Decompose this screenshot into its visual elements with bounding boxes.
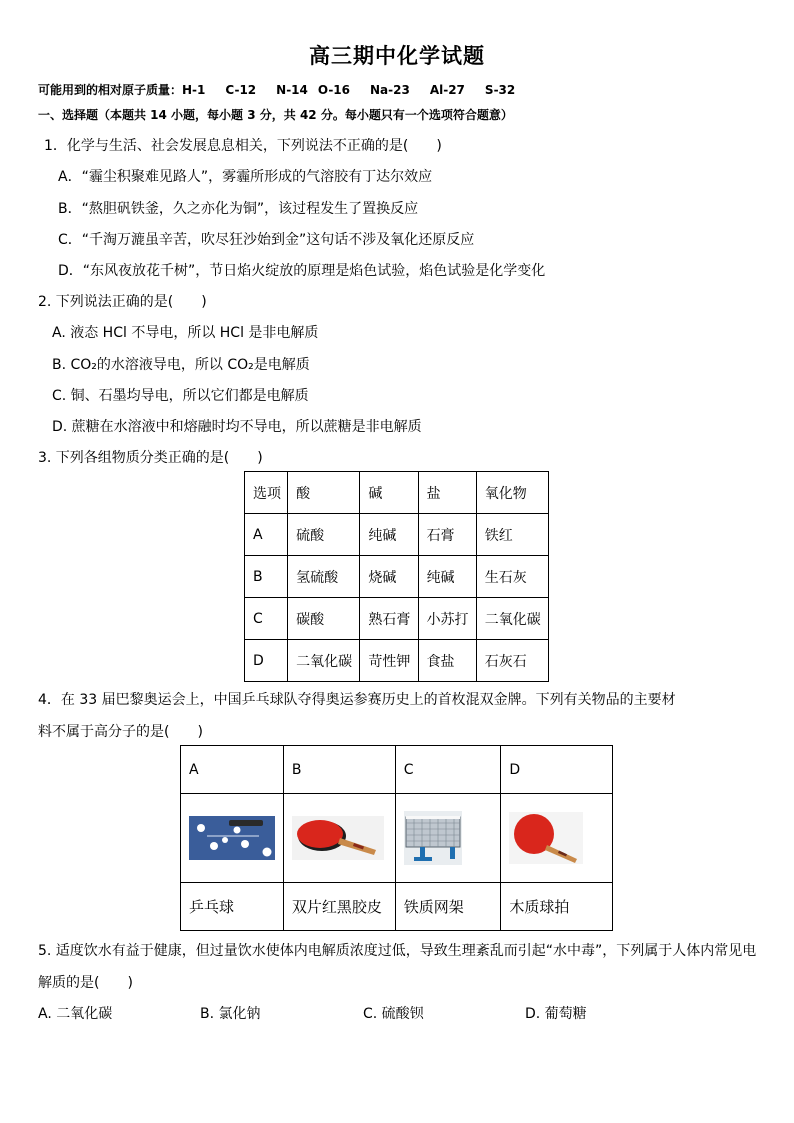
question-2-option-a: A. 液态 HCl 不导电，所以 HCl 是非电解质 xyxy=(52,325,319,341)
paddle-handle xyxy=(229,820,263,826)
question-4-stem-line1: 4．在 33 届巴黎奥运会上，中国乒乓球队夺得奥运参赛历史上的首枚混双金牌。下列有关物品的主要材 xyxy=(38,692,676,708)
table-cell: 碳酸 xyxy=(288,598,360,640)
image-cell xyxy=(283,794,395,883)
table-cell: C xyxy=(245,598,288,640)
table-cell: 纯碱 xyxy=(360,514,418,556)
ping-pong-balls-picture xyxy=(189,816,275,860)
table-row xyxy=(245,514,549,556)
question-5-stem-line2: 解质的是( ) xyxy=(38,975,133,991)
question-5-option-c: C. 硫酸钡 xyxy=(363,1006,424,1022)
choice-caption: 铁质网架 xyxy=(395,883,501,931)
question-1-option-b: B．“熬胆矾铁釜，久之亦化为铜”，该过程发生了置换反应 xyxy=(58,201,419,217)
image-cell xyxy=(395,794,501,883)
items-table xyxy=(180,745,613,931)
choice-caption: 木质球拍 xyxy=(501,883,613,931)
atomic-mass-item: Al-27 xyxy=(429,83,465,97)
question-5-option-a: A. 二氧化碳 xyxy=(38,1006,113,1022)
atomic-masses-label: 可能用到的相对原子质量： xyxy=(38,83,183,97)
table-row xyxy=(245,640,549,682)
table-cell: A xyxy=(245,514,288,556)
post-base xyxy=(414,857,432,861)
exam-title: 高三期中化学试题 xyxy=(309,44,485,68)
table-cell: 硫酸 xyxy=(288,514,360,556)
question-4-stem-line2: 料不属于高分子的是( ) xyxy=(38,724,203,740)
items-caption-row xyxy=(181,883,613,931)
net-tape xyxy=(406,816,460,819)
ball xyxy=(210,842,218,850)
image-cell xyxy=(501,794,613,883)
table-header-cell: 选项 xyxy=(245,472,288,514)
table-cell: 熟石膏 xyxy=(360,598,418,640)
wooden-paddle-picture xyxy=(509,812,583,864)
red-rubber xyxy=(297,820,343,848)
atomic-mass-item: Na-23 xyxy=(370,83,410,97)
choice-caption: 乒乓球 xyxy=(181,883,284,931)
question-3-stem: 3. 下列各组物质分类正确的是( ) xyxy=(38,450,263,466)
table-cell: 氢硫酸 xyxy=(288,556,360,598)
atomic-mass-item: N-14 xyxy=(276,83,308,97)
atomic-mass-item: C-12 xyxy=(225,83,257,97)
question-2-stem: 2. 下列说法正确的是( ) xyxy=(38,294,207,310)
question-1-option-a: A．“霾尘积聚难见路人”，雾霾所形成的气溶胶有丁达尔效应 xyxy=(58,169,433,185)
image-cell xyxy=(181,794,284,883)
post-clamp xyxy=(450,847,455,859)
table-cell: 小苏打 xyxy=(418,598,476,640)
table-cell: 烧碱 xyxy=(360,556,418,598)
table-cell: 纯碱 xyxy=(418,556,476,598)
ball xyxy=(241,840,249,848)
red-black-paddle-picture xyxy=(292,816,384,860)
net-frame-picture xyxy=(404,811,462,865)
atomic-mass-item: H-1 xyxy=(182,83,206,97)
table-cell: 生石灰 xyxy=(476,556,548,598)
table-cell: B xyxy=(245,556,288,598)
table-header-cell: 碱 xyxy=(360,472,418,514)
table-cell: 苛性钾 xyxy=(360,640,418,682)
table-cell: 石灰石 xyxy=(476,640,548,682)
table-header-row xyxy=(245,472,549,514)
classification-table xyxy=(244,471,549,682)
section-header: 一、选择题（本题共 14 小题，每小题 3 分，共 42 分。每小题只有一个选项符合题意） xyxy=(38,108,513,122)
choice-label: D xyxy=(501,746,613,794)
question-1-stem: 1．化学与生活、社会发展息息相关，下列说法不正确的是( ) xyxy=(44,138,442,154)
choice-label: B xyxy=(283,746,395,794)
question-2-option-c: C. 铜、石墨均导电，所以它们都是电解质 xyxy=(52,388,309,404)
table-cell: 二氧化碳 xyxy=(288,640,360,682)
table-cell: 铁红 xyxy=(476,514,548,556)
table-header-cell: 酸 xyxy=(288,472,360,514)
choice-label: C xyxy=(395,746,501,794)
atomic-masses-line xyxy=(38,81,515,98)
choice-caption: 双片红黑胶皮 xyxy=(283,883,395,931)
question-5-option-d: D. 葡萄糖 xyxy=(525,1006,587,1022)
question-5-option-b: B. 氯化钠 xyxy=(200,1006,261,1022)
ball xyxy=(197,824,205,832)
table-cell: 食盐 xyxy=(418,640,476,682)
ball xyxy=(234,827,241,834)
items-label-row xyxy=(181,746,613,794)
choice-label: A xyxy=(181,746,284,794)
table-header-cell: 盐 xyxy=(418,472,476,514)
atomic-mass-item: O-16 xyxy=(317,83,350,97)
table-header-cell: 氧化物 xyxy=(476,472,548,514)
ball xyxy=(263,848,272,857)
items-image-row xyxy=(181,794,613,883)
question-1-option-d: D．“东风夜放花千树”，节日焰火绽放的原理是焰色试验，焰色试验是化学变化 xyxy=(58,263,546,279)
question-2-option-d: D. 蔗糖在水溶液中和熔融时均不导电，所以蔗糖是非电解质 xyxy=(52,419,422,435)
table-cell: 石膏 xyxy=(418,514,476,556)
table-row xyxy=(245,556,549,598)
question-5-stem-line1: 5. 适度饮水有益于健康，但过量饮水使体内电解质浓度过低，导致生理紊乱而引起“水中毒”，下列属于人体内常见电 xyxy=(38,943,757,959)
ball xyxy=(222,837,228,843)
table-cell: D xyxy=(245,640,288,682)
question-1-option-c: C．“千淘万漉虽辛苦，吹尽狂沙始到金”这句话不涉及氧化还原反应 xyxy=(58,232,475,248)
table-row xyxy=(245,598,549,640)
question-2-option-b: B. CO₂的水溶液导电，所以 CO₂是电解质 xyxy=(52,357,310,373)
table-cell: 二氧化碳 xyxy=(476,598,548,640)
atomic-mass-item: S-32 xyxy=(484,83,516,97)
